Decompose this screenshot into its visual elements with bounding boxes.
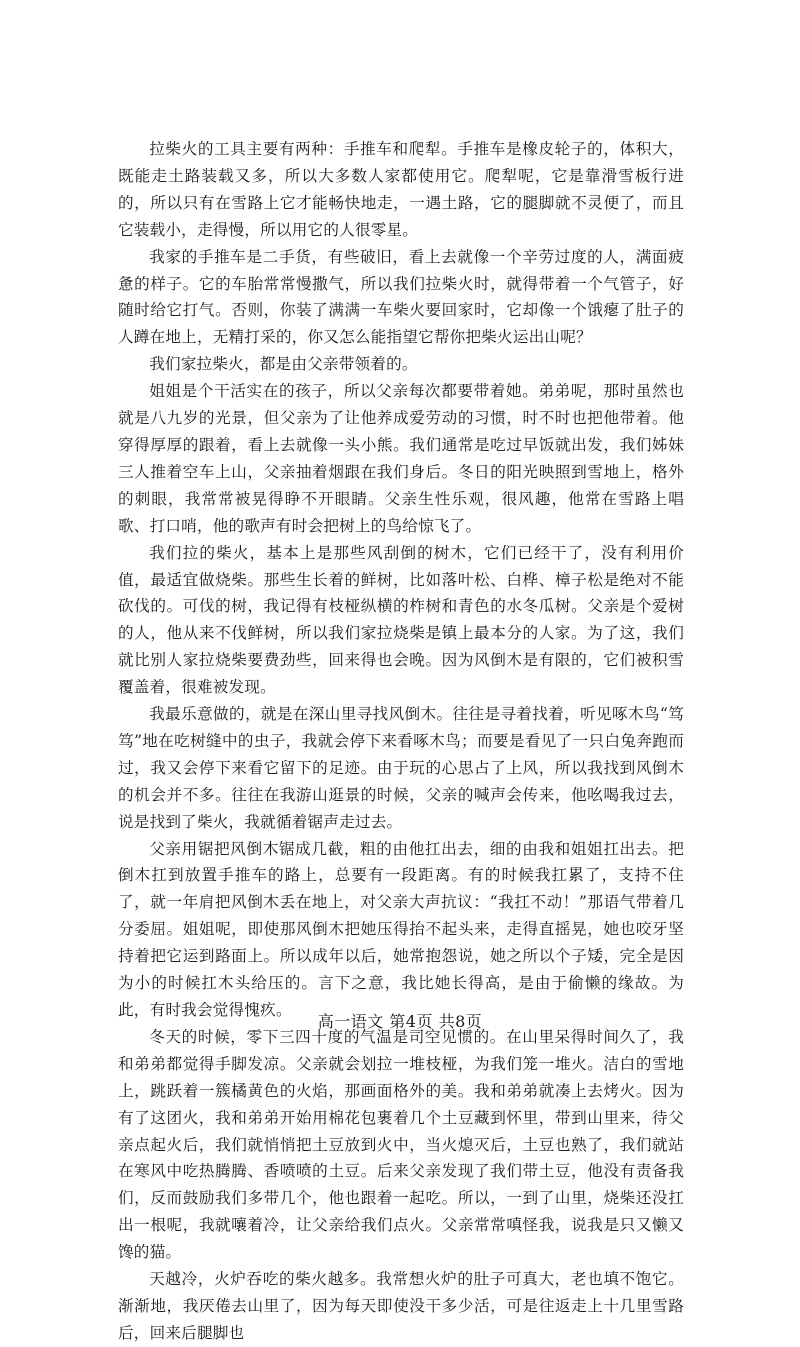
paragraph: 我们家拉柴火，都是由父亲带领着的。 xyxy=(149,355,418,374)
paragraph: 拉柴火的工具主要有两种：手推车和爬犁。手推车是橡皮轮子的，体积大，既能走土路装载又多，所以大多数人家都使用它。爬犁呢，它是靠滑雪板行进的，所以只有在雪路上它才能畅快地走，一遇土路，它的腿脚就不灵便了，而且它装载小，走得慢，所以用它的人很零星。 xyxy=(118,140,684,239)
paragraph: 我最乐意做的，就是在深山里寻找风倒木。往往是寻着找着，听见啄木鸟“笃笃”地在吃树缝中的虫子，我就会停下来看啄木鸟；而要是看见了一只白兔奔跑而过，我又会停下来看它留下的足迹。由于玩的心思占了上风，所以我找到风倒木的机会并不多。往往在我游山逛景的时候，父亲的喊声会传来，他吆喝我过去，说是找到了柴火，我就循着锯声走过去。 xyxy=(118,705,684,831)
article-body xyxy=(118,136,684,1347)
paragraph: 冬天的时候，零下三四十度的气温是司空见惯的。在山里呆得时间久了，我和弟弟都觉得手脚发凉。父亲就会划拉一堆枝桠，为我们笼一堆火。洁白的雪地上，跳跃着一簇橘黄色的火焰，那画面格外的美。我和弟弟就凑上去烤火。因为有了这团火，我和弟弟开始用棉花包裹着几个土豆藏到怀里，带到山里来，待父亲点起火后，我们就悄悄把土豆放到火中，当火熄灭后，土豆也熟了，我们就站在寒风中吃热腾腾、香喷喷的土豆。后来父亲发现了我们带土豆，他没有责备我们，反而鼓励我们多带几个，他也跟着一起吃。所以，一到了山里，烧柴还没扛出一根呢，我就嚷着冷，让父亲给我们点火。父亲常常嗔怪我，说我是只又懒又馋的猫。 xyxy=(118,1027,684,1262)
paragraph: 姐姐是个干活实在的孩子，所以父亲每次都要带着她。弟弟呢，那时虽然也就是八九岁的光景，但父亲为了让他养成爱劳动的习惯，时不时也把他带着。他穿得厚厚的跟着，看上去就像一头小熊。我们通常是吃过早饭就出发，我们姊妹三人推着空车上山，父亲抽着烟跟在我们身后。冬日的阳光映照到雪地上，格外的刺眼，我常常被晃得睁不开眼睛。父亲生性乐观，很风趣，他常在雪路上唱歌、打口哨，他的歌声有时会把树上的鸟给惊飞了。 xyxy=(118,382,684,535)
paragraph: 我家的手推车是二手货，有些破旧，看上去就像一个辛劳过度的人，满面疲惫的样子。它的车胎常常慢撒气，所以我们拉柴火时，就得带着一个气管子，好随时给它打气。否则，你装了满满一车柴火要回家时，它却像一个饿瘪了肚子的人蹲在地上，无精打采的，你又怎么能指望它帮你把柴火运出山呢？ xyxy=(118,247,684,347)
paragraph: 我们拉的柴火，基本上是那些风刮倒的树木，它们已经干了，没有利用价值，最适宜做烧柴。那些生长着的鲜树，比如落叶松、白桦、樟子松是绝对不能砍伐的。可伐的树，我记得有枝桠纵横的柞树和青色的水冬瓜树。父亲是个爱树的人，他从来不伐鲜树，所以我们家拉烧柴是镇上最本分的人家。为了这，我们就比别人家拉烧柴要费劲些，回来得也会晚。因为风倒木是有限的，它们被积雪覆盖着，很难被发现。 xyxy=(118,543,684,697)
paragraph: 父亲用锯把风倒木锯成几截，粗的由他扛出去，细的由我和姐姐扛出去。把倒木扛到放置手推车的路上，总要有一段距离。有的时候我扛累了，支持不住了，就一年肩把风倒木丢在地上，对父亲大声抗议：“我扛不动！”那语气带着几分委屈。姐姐呢，即使那风倒木把她压得抬不起头来，走得直摇晃，她也咬牙坚持着把它运到路面上。所以成年以后，她常抱怨说，她之所以个子矮，完全是因为小的时候扛木头给压的。言下之意，我比她长得高，是由于偷懒的缘故。为此，有时我会觉得愧疚。 xyxy=(118,839,684,1019)
paragraph: 天越冷，火炉吞吃的柴火越多。我常想火炉的肚子可真大，老也填不饱它。渐渐地，我厌倦去山里了，因为每天即使没干多少活，可是往返走上十几里雪路后，回来后腿脚也 xyxy=(118,1270,684,1342)
page-footer: 高一语文 第4页 共8页 xyxy=(317,1012,483,1031)
